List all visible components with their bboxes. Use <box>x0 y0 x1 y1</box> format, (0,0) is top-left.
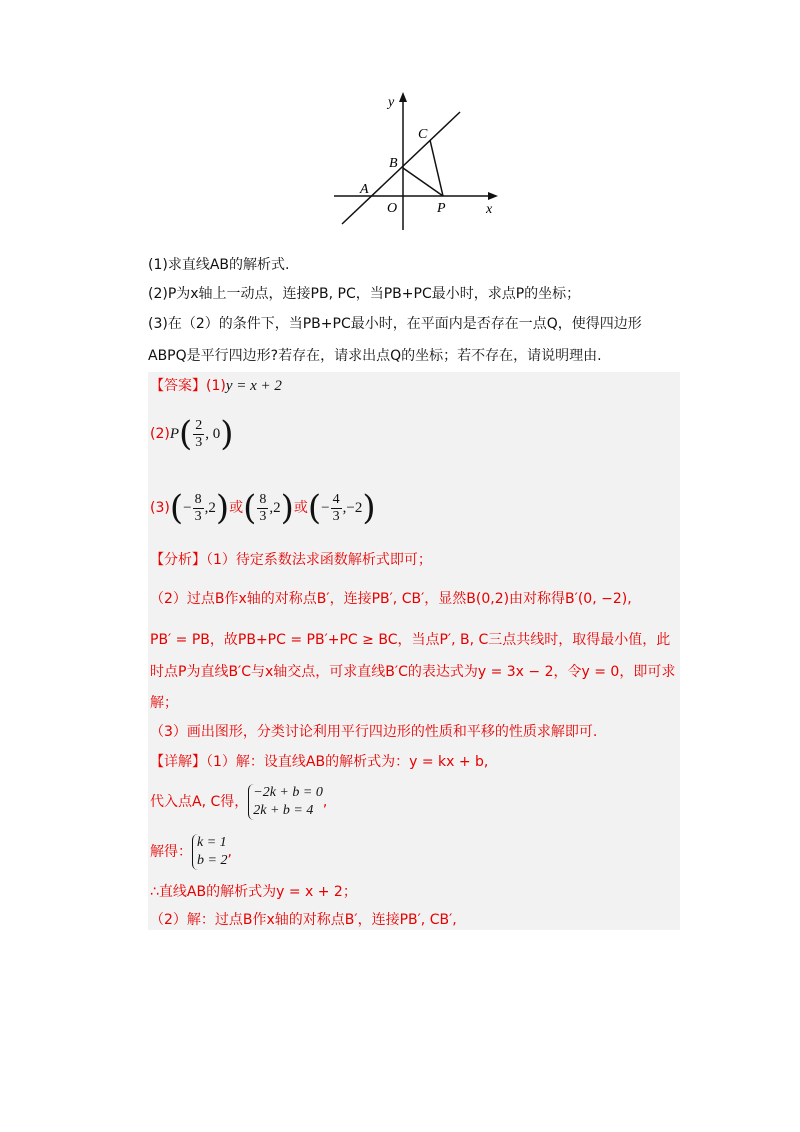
answer-2-y: 0 <box>212 426 221 442</box>
detail-line-1: 【详解】（1）解：设直线AB的解析式为：y = kx + b, <box>150 754 489 770</box>
answer-line-2: (2)P( $\frac{2}{3}$ , 0) <box>150 414 234 454</box>
question-3-line-2: ABPQ是平行四边形?若存在，请求出点Q的坐标；若不存在，请说明理由. <box>148 348 602 364</box>
coordinate-figure <box>320 90 510 235</box>
answer-3-prefix: (3) <box>150 500 170 516</box>
detail-tag: 【详解】 <box>150 754 206 770</box>
answer-1: y = x + 2 <box>225 378 282 394</box>
label-B: B <box>389 156 398 171</box>
detail-line-5: （2）解：过点B作x轴的对称点B′，连接PB′, CB′, <box>150 912 457 928</box>
label-x: x <box>486 202 493 217</box>
detail-line-2: 代入点A, C得， −2k + b = 0 2k + b = 4 , <box>150 784 328 818</box>
x-axis-arrow-icon <box>488 192 498 200</box>
label-P: P <box>437 201 446 216</box>
label-C: C <box>418 127 428 142</box>
detail-line-3: 解得： k = 1 b = 2 , <box>150 834 232 868</box>
analysis-line-1: 【分析】（1）待定系数法求函数解析式即可； <box>150 552 432 568</box>
analysis-line-3: PB′ = PB，故PB+PC = PB′+PC ≥ BC，当点P′, B, C三点共线时，取得最小值，此 <box>150 632 671 648</box>
answer-2-num: 2 <box>195 417 203 433</box>
label-O: O <box>387 201 398 216</box>
question-2: (2)P为x轴上一动点，连接PB, PC，当PB+PC最小时，求点P的坐标； <box>148 286 581 302</box>
question-3-line-1: (3)在（2）的条件下，当PB+PC最小时，在平面内是否存在一点Q，使得四边形 <box>148 316 642 332</box>
detail-line-4: ∴直线AB的解析式为y = x + 2； <box>150 884 357 900</box>
question-1: (1)求直线AB的解析式. <box>148 257 290 273</box>
label-A: A <box>360 182 369 197</box>
analysis-line-6: （3）画出图形，分类讨论利用平行四边形的性质和平移的性质求解即可. <box>150 724 598 740</box>
answer-line-1 <box>150 376 282 396</box>
label-y: y <box>388 95 395 110</box>
answer-tag: 【答案】 <box>150 378 206 394</box>
answer-2-den: 3 <box>195 434 203 450</box>
analysis-line-5: 解； <box>150 695 178 711</box>
y-axis-arrow-icon <box>399 92 407 102</box>
answer-line-3: (3)(− $\frac{8}{3}$ ,2)或( $\frac{8}{3}$ ,2)或(− $\frac{4}{3}$ ,−2) <box>150 488 376 528</box>
answer-1-prefix: (1) <box>206 378 226 394</box>
analysis-line-2: （2）过点B作x轴的对称点B′，连接PB′, CB′，显然B(0,2)由对称得B′(0, −2), <box>150 591 632 607</box>
analysis-tag: 【分析】 <box>150 552 206 568</box>
answer-2-prefix: (2) <box>150 426 170 442</box>
analysis-line-4: 时点P为直线B′C与x轴交点，可求直线B′C的表达式为y = 3x − 2，令y = 0，即可求 <box>150 664 676 680</box>
answer-2-point: P <box>169 426 180 442</box>
